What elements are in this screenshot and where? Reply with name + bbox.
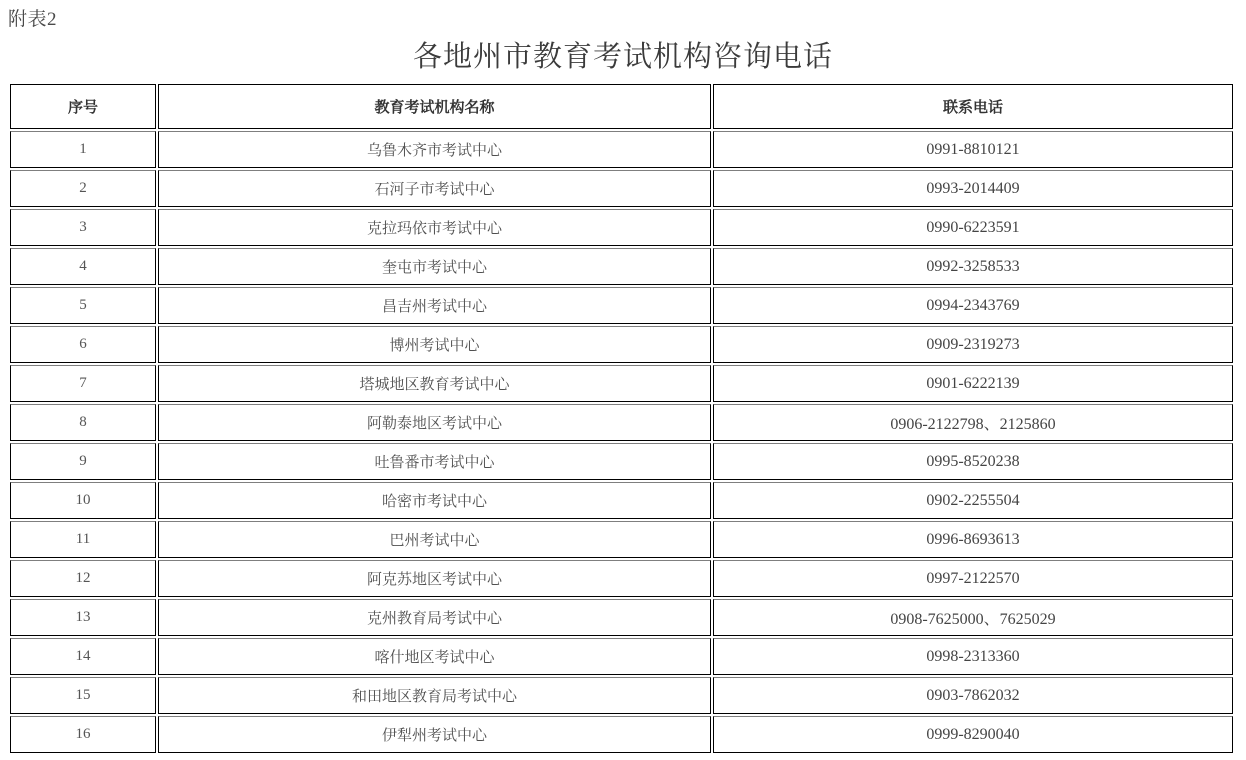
phone-number-cell: 0993-2014409 [713, 170, 1233, 207]
phone-number-cell: 0906-2122798、2125860 [713, 404, 1233, 441]
phone-number-cell: 0992-3258533 [713, 248, 1233, 285]
row-number-cell: 8 [10, 404, 156, 441]
institution-name-cell: 克拉玛依市考试中心 [158, 209, 711, 246]
phone-number-cell: 0991-8810121 [713, 131, 1233, 168]
institution-name-cell: 伊犁州考试中心 [158, 716, 711, 753]
phone-number-cell: 0995-8520238 [713, 443, 1233, 480]
phone-number-cell: 0990-6223591 [713, 209, 1233, 246]
table-row [10, 677, 1233, 714]
table-row [10, 170, 1233, 207]
phone-number-cell: 0902-2255504 [713, 482, 1233, 519]
table-row [10, 560, 1233, 597]
row-number-cell: 2 [10, 170, 156, 207]
table-row [10, 443, 1233, 480]
institution-name-cell: 克州教育局考试中心 [158, 599, 711, 636]
phone-number-cell: 0901-6222139 [713, 365, 1233, 402]
table-row [10, 716, 1233, 753]
row-number-cell: 7 [10, 365, 156, 402]
institution-name-cell: 喀什地区考试中心 [158, 638, 711, 675]
appendix-label: 附表2 [8, 9, 58, 30]
phone-number-cell: 0997-2122570 [713, 560, 1233, 597]
institution-name-cell: 奎屯市考试中心 [158, 248, 711, 285]
table-row [10, 521, 1233, 558]
phone-number-cell: 0999-8290040 [713, 716, 1233, 753]
row-number-cell: 9 [10, 443, 156, 480]
row-number-cell: 3 [10, 209, 156, 246]
institution-name-cell: 石河子市考试中心 [158, 170, 711, 207]
page-title: 各地州市教育考试机构咨询电话 [412, 41, 833, 73]
table-row [10, 248, 1233, 285]
institution-name-cell: 吐鲁番市考试中心 [158, 443, 711, 480]
row-number-cell: 15 [10, 677, 156, 714]
institution-name-cell: 和田地区教育局考试中心 [158, 677, 711, 714]
col-header-phone: 联系电话 [713, 84, 1233, 129]
institution-name-cell: 昌吉州考试中心 [158, 287, 711, 324]
institution-name-cell: 哈密市考试中心 [158, 482, 711, 519]
row-number-cell: 6 [10, 326, 156, 363]
table-row [10, 365, 1233, 402]
phone-number-cell: 0998-2313360 [713, 638, 1233, 675]
row-number-cell: 11 [10, 521, 156, 558]
table-row [10, 638, 1233, 675]
institution-name-cell: 阿勒泰地区考试中心 [158, 404, 711, 441]
phone-number-cell: 0994-2343769 [713, 287, 1233, 324]
phone-number-cell: 0908-7625000、7625029 [713, 599, 1233, 636]
col-header-no: 序号 [10, 84, 156, 129]
table-row [10, 131, 1233, 168]
institution-name-cell: 阿克苏地区考试中心 [158, 560, 711, 597]
institution-name-cell: 博州考试中心 [158, 326, 711, 363]
row-number-cell: 5 [10, 287, 156, 324]
row-number-cell: 14 [10, 638, 156, 675]
table-row [10, 482, 1233, 519]
row-number-cell: 10 [10, 482, 156, 519]
row-number-cell: 13 [10, 599, 156, 636]
col-header-name: 教育考试机构名称 [158, 84, 711, 129]
institution-name-cell: 巴州考试中心 [158, 521, 711, 558]
phone-number-cell: 0909-2319273 [713, 326, 1233, 363]
row-number-cell: 12 [10, 560, 156, 597]
table-row [10, 326, 1233, 363]
row-number-cell: 4 [10, 248, 156, 285]
phone-number-cell: 0996-8693613 [713, 521, 1233, 558]
row-number-cell: 16 [10, 716, 156, 753]
table-header-row [10, 84, 1233, 129]
phone-table [8, 82, 1235, 755]
table-row [10, 287, 1233, 324]
institution-name-cell: 塔城地区教育考试中心 [158, 365, 711, 402]
phone-number-cell: 0903-7862032 [713, 677, 1233, 714]
row-number-cell: 1 [10, 131, 156, 168]
institution-name-cell: 乌鲁木齐市考试中心 [158, 131, 711, 168]
table-row [10, 209, 1233, 246]
table-row [10, 404, 1233, 441]
table-row [10, 599, 1233, 636]
